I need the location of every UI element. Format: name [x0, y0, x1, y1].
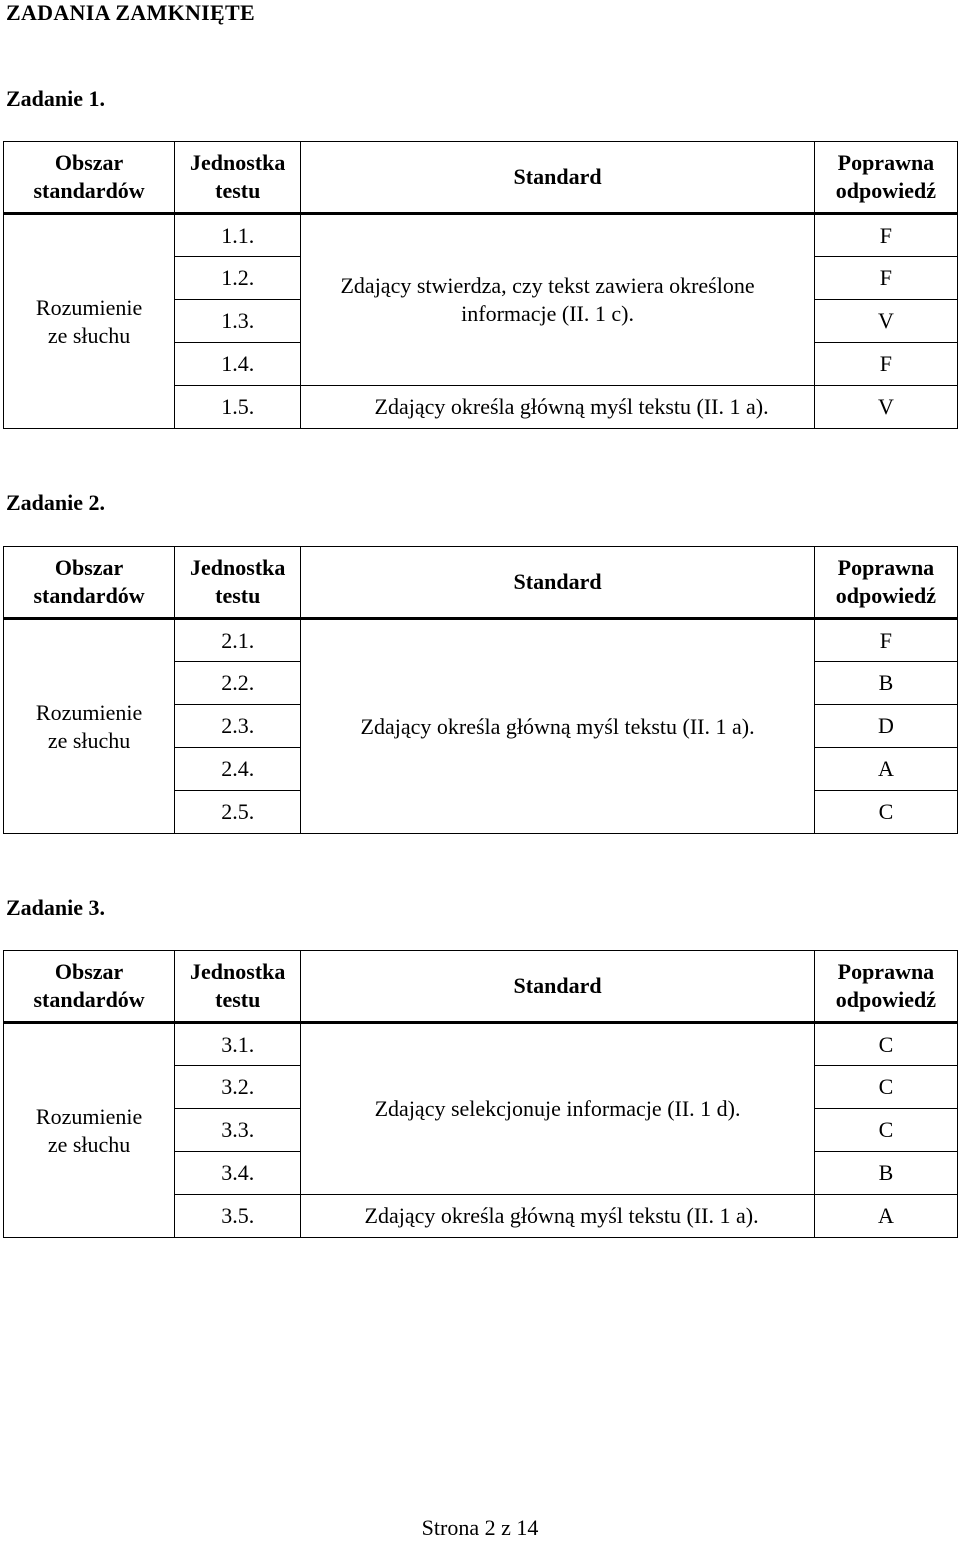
header-text: odpowiedź [835, 583, 937, 608]
unit-cell: 3.3. [175, 1109, 301, 1152]
header-standard: Standard [301, 142, 815, 214]
task-title: Zadanie 3. [6, 895, 106, 920]
header-text: standardów [33, 987, 145, 1012]
header-text: standardów [33, 583, 145, 608]
header-answer [814, 951, 957, 1023]
answer-cell: F [814, 214, 957, 257]
header-answer [814, 142, 957, 214]
header-text: Poprawna [837, 555, 935, 580]
task-1-table [3, 141, 958, 429]
table-header-row [4, 142, 958, 214]
header-area [4, 142, 175, 214]
answer-cell: A [814, 748, 957, 791]
standard-cell: Zdający określa główną myśl tekstu (II. 1 a). [301, 386, 815, 429]
header-area [4, 547, 175, 619]
header-unit [175, 547, 301, 619]
area-text: ze słuchu [47, 1131, 131, 1157]
header-text: Obszar [54, 959, 124, 984]
unit-cell: 3.5. [175, 1195, 301, 1238]
area-text: ze słuchu [47, 727, 131, 753]
area-cell [4, 1023, 175, 1238]
header-text: Obszar [54, 555, 124, 580]
answer-cell: C [814, 1023, 957, 1066]
header-text: Poprawna [837, 959, 935, 984]
page-title: ZADANIA ZAMKNIĘTE [6, 0, 255, 25]
table-row [4, 214, 958, 257]
area-cell [4, 619, 175, 834]
answer-cell: C [814, 1109, 957, 1152]
answer-cell: A [814, 1195, 957, 1238]
header-standard: Standard [301, 951, 815, 1023]
area-text: Rozumienie [35, 699, 143, 725]
answer-cell: D [814, 705, 957, 748]
task-title: Zadanie 1. [6, 86, 106, 111]
unit-cell: 1.2. [175, 257, 301, 300]
unit-cell: 3.2. [175, 1066, 301, 1109]
header-text: testu [215, 178, 261, 203]
header-text: Obszar [54, 150, 124, 175]
standard-cell: Zdający określa główną myśl tekstu (II. 1 a). [301, 619, 815, 834]
answer-cell: F [814, 257, 957, 300]
header-text: testu [215, 583, 261, 608]
answer-cell: B [814, 662, 957, 705]
unit-cell: 1.4. [175, 343, 301, 386]
unit-cell: 1.1. [175, 214, 301, 257]
answer-cell: F [814, 619, 957, 662]
area-text: Rozumienie [35, 1103, 143, 1129]
task-3-table [3, 950, 958, 1238]
area-cell [4, 214, 175, 429]
area-text: ze słuchu [47, 322, 131, 348]
unit-cell: 1.5. [175, 386, 301, 429]
table-header-row [4, 951, 958, 1023]
unit-cell: 2.3. [175, 705, 301, 748]
header-text: Jednostka [190, 959, 286, 984]
table-row [4, 619, 958, 662]
answer-cell: C [814, 1066, 957, 1109]
header-text: Jednostka [190, 150, 286, 175]
task-2-table [3, 546, 958, 834]
header-text: Jednostka [190, 555, 286, 580]
page-footer: Strona 2 z 14 [421, 1515, 539, 1540]
answer-cell: B [814, 1152, 957, 1195]
header-text: testu [215, 987, 261, 1012]
area-text: Rozumienie [35, 294, 143, 320]
answer-cell: C [814, 791, 957, 834]
unit-cell: 2.4. [175, 748, 301, 791]
header-text: Poprawna [837, 150, 935, 175]
unit-cell: 3.4. [175, 1152, 301, 1195]
standard-cell: Zdający selekcjonuje informacje (II. 1 d). [301, 1023, 815, 1195]
header-text: odpowiedź [835, 987, 937, 1012]
unit-cell: 3.1. [175, 1023, 301, 1066]
answer-cell: V [814, 386, 957, 429]
unit-cell: 2.5. [175, 791, 301, 834]
header-text: odpowiedź [835, 178, 937, 203]
standard-cell: Zdający stwierdza, czy tekst zawiera określone informacje (II. 1 c). [301, 214, 815, 386]
header-unit [175, 951, 301, 1023]
answer-cell: F [814, 343, 957, 386]
header-standard: Standard [301, 547, 815, 619]
header-answer [814, 547, 957, 619]
header-area [4, 951, 175, 1023]
header-unit [175, 142, 301, 214]
task-title: Zadanie 2. [6, 490, 106, 515]
standard-cell: Zdający określa główną myśl tekstu (II. 1 a). [301, 1195, 815, 1238]
unit-cell: 1.3. [175, 300, 301, 343]
answer-cell: V [814, 300, 957, 343]
table-row [4, 1023, 958, 1066]
unit-cell: 2.1. [175, 619, 301, 662]
table-header-row [4, 547, 958, 619]
unit-cell: 2.2. [175, 662, 301, 705]
header-text: standardów [33, 178, 145, 203]
